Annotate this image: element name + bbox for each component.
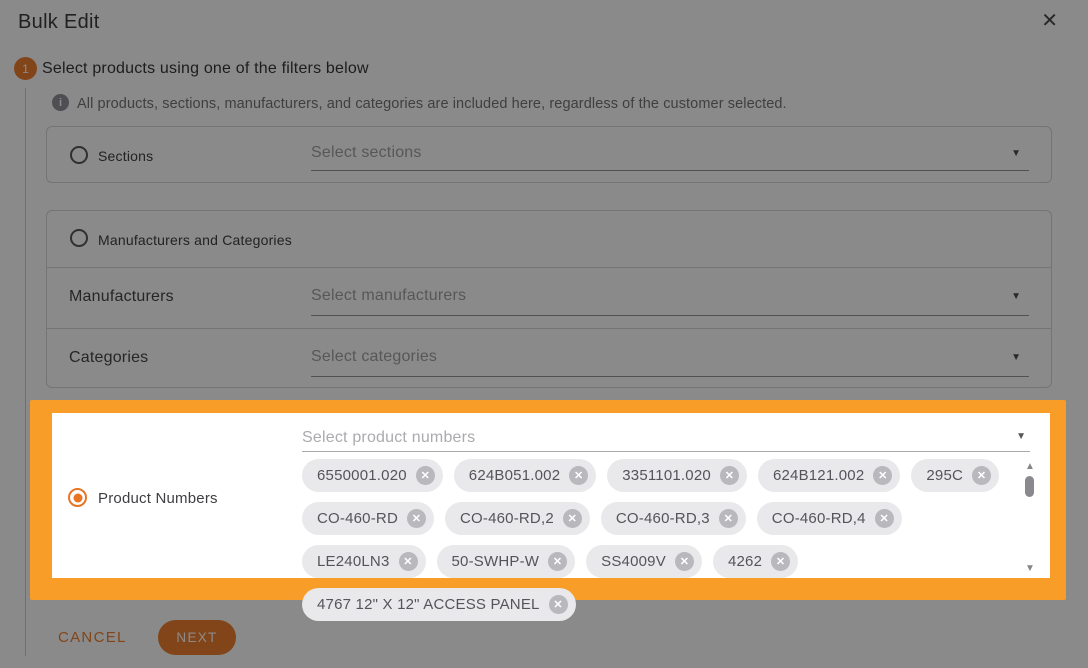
chip-remove-icon[interactable]: ✕	[771, 552, 790, 571]
product-numbers-select[interactable]	[302, 419, 1030, 452]
chip-remove-icon[interactable]: ✕	[416, 466, 435, 485]
chip-remove-icon[interactable]: ✕	[569, 466, 588, 485]
scrollbar[interactable]	[1022, 461, 1038, 575]
next-button[interactable]: NEXT	[158, 620, 236, 655]
product-numbers-label: Product Numbers	[98, 490, 218, 507]
chip	[758, 459, 900, 492]
product-numbers-highlight	[30, 400, 1066, 613]
chip-label: 4262	[727, 553, 763, 570]
chip-remove-icon[interactable]: ✕	[875, 509, 894, 528]
info-text: All products, sections, manufacturers, and categories are included here, regardless of the customer selected.	[77, 96, 787, 112]
chip-label: CO-460-RD	[317, 510, 398, 527]
chip	[437, 545, 576, 578]
chip-label: LE240LN3	[317, 553, 390, 570]
chip	[586, 545, 702, 578]
chip-remove-icon[interactable]: ✕	[549, 595, 568, 614]
chip	[302, 588, 576, 621]
chip-label: 6550001.020	[317, 467, 407, 484]
step-number-badge: 1	[14, 57, 37, 80]
chip	[601, 502, 746, 535]
manufacturers-categories-label: Manufacturers and Categories	[98, 232, 292, 248]
chip-remove-icon[interactable]: ✕	[719, 509, 738, 528]
chip-label: CO-460-RD,3	[615, 510, 710, 527]
dropdown-arrow-icon[interactable]: ▼	[1011, 147, 1021, 159]
chip-label: 624B121.002	[772, 467, 865, 484]
chip-label: 624B051.002	[468, 467, 561, 484]
chip-label: CO-460-RD,4	[771, 510, 866, 527]
chip	[302, 459, 443, 492]
chip-label: SS4009V	[601, 553, 666, 570]
scrollbar-thumb[interactable]	[1025, 476, 1034, 497]
chip	[757, 502, 902, 535]
chip-label: 50-SWHP-W	[451, 553, 540, 570]
chip-label: 4767 12" X 12" ACCESS PANEL	[317, 596, 540, 613]
chip	[607, 459, 747, 492]
close-icon[interactable]: ✕	[1041, 10, 1058, 32]
chip-remove-icon[interactable]: ✕	[563, 509, 582, 528]
chip	[713, 545, 798, 578]
chip-label: CO-460-RD,2	[459, 510, 554, 527]
input-underline	[302, 451, 1030, 452]
product-numbers-placeholder: Select product numbers	[302, 429, 476, 446]
categories-label: Categories	[69, 349, 149, 367]
chip-label: 3351101.020	[622, 467, 711, 484]
cancel-button[interactable]: CANCEL	[58, 629, 127, 646]
step-title: Select products using one of the filters below	[42, 60, 369, 77]
chip-remove-icon[interactable]: ✕	[873, 466, 892, 485]
manufacturers-placeholder: Select manufacturers	[311, 286, 467, 304]
sections-placeholder: Select sections	[311, 143, 422, 161]
chip	[302, 545, 426, 578]
scroll-down-icon[interactable]: ▼	[1025, 563, 1035, 574]
product-numbers-radio[interactable]	[68, 488, 87, 507]
chip	[911, 459, 999, 492]
chip	[302, 502, 434, 535]
scroll-up-icon[interactable]: ▲	[1025, 461, 1035, 472]
chip-remove-icon[interactable]: ✕	[548, 552, 567, 571]
chip-remove-icon[interactable]: ✕	[720, 466, 739, 485]
chip	[445, 502, 590, 535]
chip-label: 295C	[926, 467, 964, 484]
dropdown-arrow-icon[interactable]: ▼	[1011, 290, 1021, 302]
dropdown-arrow-icon[interactable]: ▼	[1011, 351, 1021, 363]
info-icon: i	[52, 94, 69, 111]
product-numbers-filter-box	[52, 413, 1050, 613]
chip-list	[302, 459, 1018, 613]
chip-remove-icon[interactable]: ✕	[407, 509, 426, 528]
categories-placeholder: Select categories	[311, 347, 438, 365]
dropdown-arrow-icon[interactable]: ▼	[1016, 431, 1026, 442]
chip-remove-icon[interactable]: ✕	[972, 466, 991, 485]
chip	[454, 459, 596, 492]
manufacturers-label: Manufacturers	[69, 288, 174, 306]
dialog-title: Bulk Edit	[18, 11, 100, 33]
chip-remove-icon[interactable]: ✕	[399, 552, 418, 571]
sections-label: Sections	[98, 148, 154, 164]
chip-remove-icon[interactable]: ✕	[675, 552, 694, 571]
